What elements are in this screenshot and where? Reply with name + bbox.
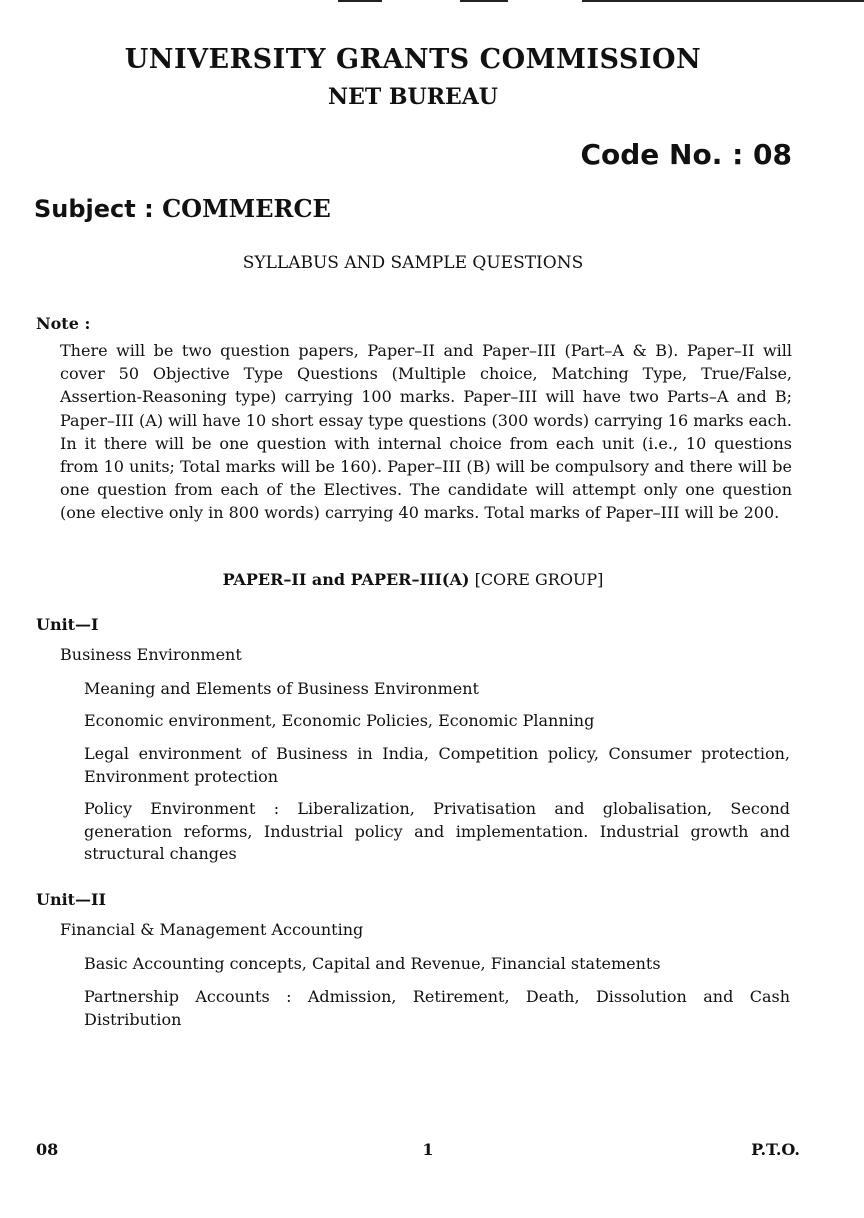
topic-item: Basic Accounting concepts, Capital and Revenue, Financial statements xyxy=(84,954,661,973)
topic-item: Policy Environment : Liberalization, Privatisation and globalisation, Second generation reforms, Industrial policy and implementation. Industrial growth and structural changes xyxy=(84,799,790,863)
note-label: Note : xyxy=(36,314,91,333)
subject-line xyxy=(34,194,331,223)
page-number: 1 xyxy=(422,1140,434,1159)
paper-heading-normal: [CORE GROUP] xyxy=(469,570,604,589)
topic-item: Partnership Accounts : Admission, Retirement, Death, Dissolution and Cash Distribution xyxy=(84,987,790,1029)
paper-heading xyxy=(0,570,826,589)
top-rule xyxy=(460,0,508,2)
top-rule xyxy=(582,0,864,2)
unit-title: Financial & Management Accounting xyxy=(60,920,364,939)
document-subtitle: NET BUREAU xyxy=(328,84,498,110)
paper-heading-bold: PAPER–II and PAPER–III(A) xyxy=(222,570,470,589)
topic-item: Legal environment of Business in India, Competition policy, Consumer protection, Environment protection xyxy=(84,744,790,786)
unit-title: Business Environment xyxy=(60,645,242,664)
topic-item: Meaning and Elements of Business Environment xyxy=(84,679,479,698)
document-title: UNIVERSITY GRANTS COMMISSION xyxy=(124,44,702,75)
footer-code: 08 xyxy=(36,1140,59,1159)
unit-label: Unit—I xyxy=(36,615,99,634)
note-text: There will be two question papers, Paper–II and Paper–III (Part–A & B). Paper–II will cover 50 Objective Type Questions (Multiple choice, Matching Type, True/False, Assertion-Reasoning type) carrying 100 marks. Paper–III will have two Parts–A and B; Paper–III (A) will have 10 short essay type questions (300 words) carrying 16 marks each. In it there will be one question with internal choice from each unit (i.e., 10 questions from 10 units; Total marks will be 160). Paper–III (B) will be compulsory and there will be one question from each of the Electives. The candidate will attempt only one question (one elective only in 800 words) carrying 40 marks. Total marks of Paper–III will be 200. xyxy=(60,341,792,523)
code-number: Code No. : 08 xyxy=(580,138,792,171)
top-rule xyxy=(338,0,382,2)
pto-label: P.T.O. xyxy=(751,1140,800,1159)
topic-item: Economic environment, Economic Policies, Economic Planning xyxy=(84,711,595,730)
subject-label: Subject : xyxy=(34,195,154,223)
subject-value: COMMERCE xyxy=(162,194,331,223)
syllabus-heading: SYLLABUS AND SAMPLE QUESTIONS xyxy=(242,253,584,273)
unit-label: Unit—II xyxy=(36,890,107,909)
